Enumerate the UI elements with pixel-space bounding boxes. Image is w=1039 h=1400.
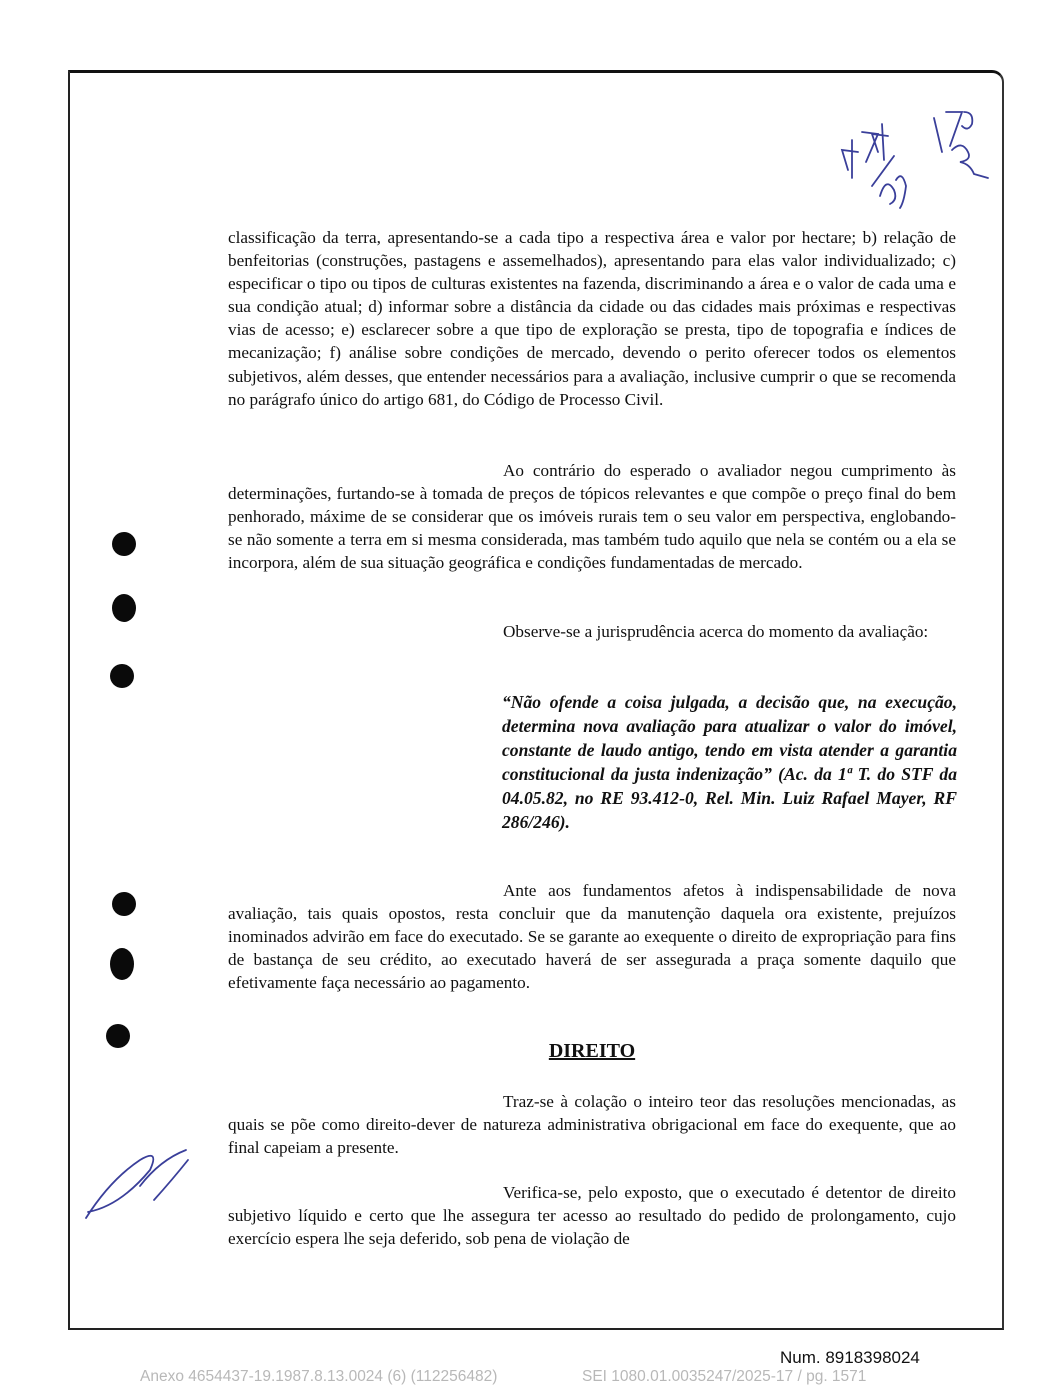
paragraph-1-text: classificação da terra, apresentando-se a cada tipo a respectiva área e valor por hectare; b) relação de benfeitorias (construções, pastagens e assemelhados), apresentando para elas valor individualizado; c) especificar o tipo ou tipos de culturas existentes na fazenda, discriminando a área e o valor de cada uma e sua condição atual; d) informar sobre a distância da cidade ou das cidades mais próximas e respectivas vias de acesso; e) esclarecer sobre a que tipo de exploração se presta, tipo de topografia e índices de mecanização; f) análise sobre condições de mercado, devendo o perito oferecer todos os elementos subjetivos, além desses, que entender necessários para a avaliação, inclusive cumprir o que se recomenda no parágrafo único do artigo 681, do Código de Processo Civil.: [228, 228, 956, 409]
paragraph-4: [228, 879, 956, 994]
paragraph-3-text: Observe-se a jurisprudência acerca do momento da avaliação:: [503, 622, 929, 641]
quote-text: “Não ofende a coisa julgada, a decisão que, na execução, determina nova avaliação para atualizar o valor do imóvel, constante de laudo antigo, tendo em vista atender a garantia constitucional da justa indenização” (Ac. da 1ª T. do STF da 04.05.82, no RE 93.412-0, Rel. Min. Luiz Rafael Mayer, RF 286/246).: [502, 692, 957, 832]
section-heading-direito: DIREITO: [548, 1040, 636, 1062]
paragraph-2-text: Ao contrário do esperado o avaliador negou cumprimento às determinações, furtando-se à tomada de preços de tópicos relevantes e que compõe o preço final do bem penhorado, máxime de se considerar que os imóveis rurais tem o seu valor em perspectiva, englobando-se não somente a terra em si mesma considerada, mas também tudo aquilo que nela se contém ou a ela se incorpora, além de sua situação geográfica e condições fundamentadas de mercado.: [228, 461, 956, 573]
paragraph-4-text: Ante aos fundamentos afetos à indispensabilidade de nova avaliação, tais quais opostos, resta concluir que da manutenção daquela ora existente, prejuízos inominados advirão em face do executado. Se se garante ao exequente o direito de expropriação para fins de bastança de seu crédito, ao executado haverá de ser assegurada a praça somente daquilo que efetivamente faça necessário ao pagamento.: [228, 881, 956, 993]
paragraph-5-text: Traz-se à colação o inteiro teor das resoluções mencionadas, as quais se põe como direito-dever de natureza administrativa obrigacional em face do exequente, que ao final capeiam a presente.: [228, 1092, 956, 1158]
paragraph-1: [228, 226, 956, 411]
document-number: Num. 8918398024: [780, 1348, 920, 1367]
paragraph-5: [228, 1090, 956, 1159]
paragraph-6-text: Verifica-se, pelo exposto, que o executado é detentor de direito subjetivo líquido e certo que lhe assegura ter acesso ao resultado do pedido de prolongamento, cujo exercício espera lhe seja deferido, sob pena de violação de: [228, 1183, 956, 1249]
sei-reference: SEI 1080.01.0035247/2025-17 / pg. 1571: [582, 1368, 867, 1385]
paragraph-3: [228, 620, 956, 643]
annex-reference: Anexo 4654437-19.1987.8.13.0024 (6) (112256482): [140, 1368, 498, 1385]
paragraph-2: [228, 459, 956, 574]
jurisprudence-quote: [502, 690, 957, 834]
paragraph-6: [228, 1181, 956, 1250]
